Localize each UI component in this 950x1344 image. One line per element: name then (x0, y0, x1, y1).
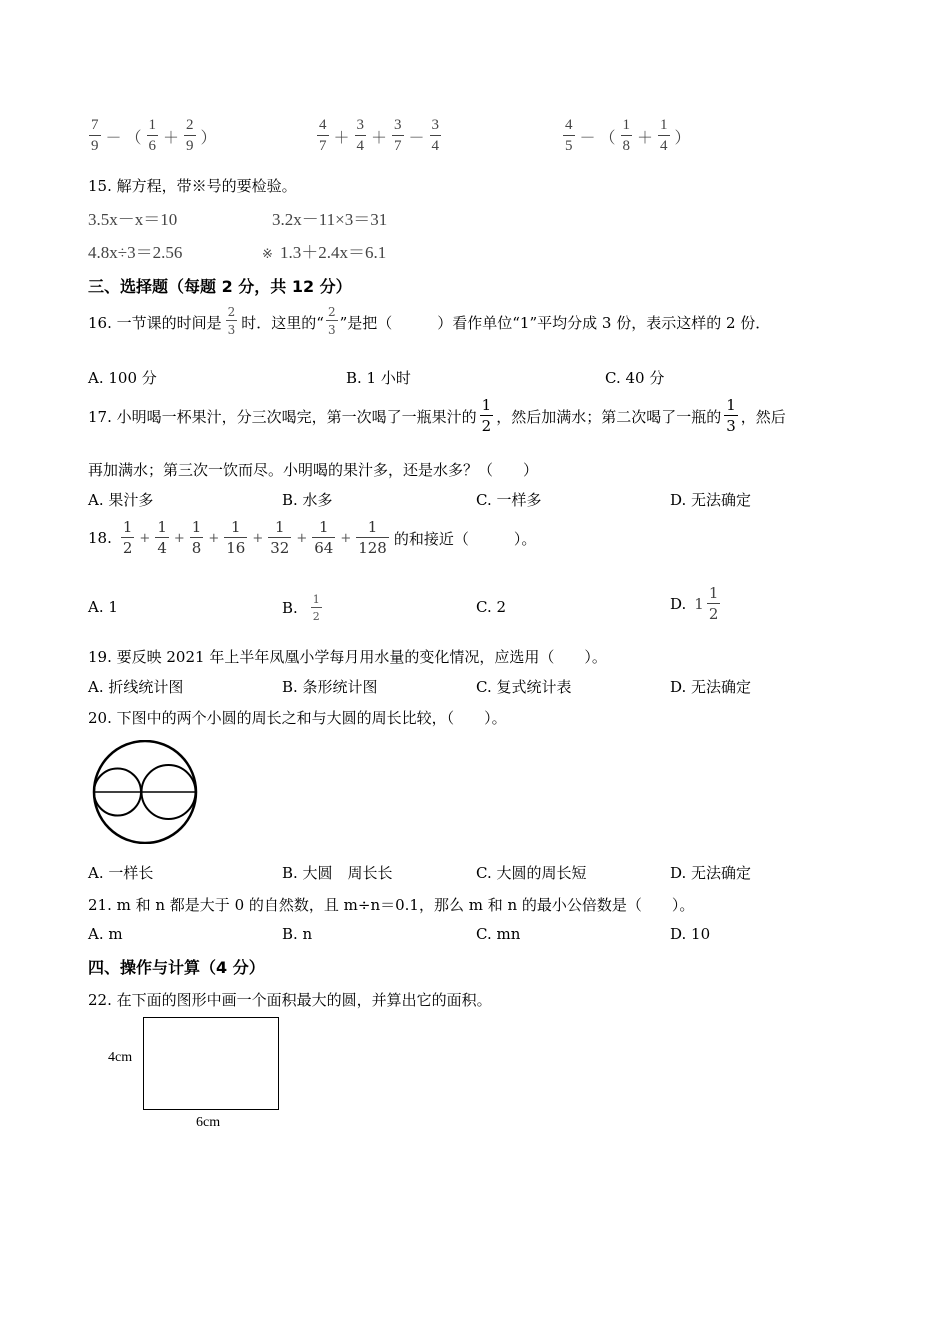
q16-option-c: C. 40 分 (605, 369, 665, 387)
q17-fraction-1: $\frac{1}{2}$ (481, 396, 492, 435)
q17-question-line-2: 再加满水；第三次一饮而尽。小明喝的果汁多，还是水多？（ ） (88, 461, 539, 479)
q17-fraction-2: $\frac{1}{3}$ (726, 396, 736, 435)
q19-question: 19. 要反映 2021 年上半年凤凰小学每月用水量的变化情况，应选用（ ）。 (88, 648, 607, 666)
q15-equation-1: 3.5x－x＝10 (88, 210, 178, 229)
q16-fraction-1: $\frac{2}{3}$ (227, 305, 236, 337)
q15-equation-2: 3.2x－11×3＝31 (272, 210, 388, 229)
section-4-title: 四、操作与计算（4 分） (88, 958, 265, 977)
q17-option-b: B. 水多 (282, 491, 333, 509)
q20-option-b: B. 大圆 周长长 (282, 864, 393, 882)
q20-option-c: C. 大圆的周长短 (476, 864, 587, 882)
q14-expression-3: $\frac{4}{5}$ － （ $\frac{1}{8}$ ＋ $\frac{1}{4}$ ） (565, 117, 691, 154)
rectangle-width-label: 6cm (196, 1115, 221, 1130)
q20-question: 20. 下图中的两个小圆的周长之和与大圆的周长比较，（ ）。 (88, 709, 507, 727)
q21-option-d: D. 10 (670, 925, 711, 943)
circles-figure (88, 740, 206, 844)
q21-question: 21. m 和 n 都是大于 0 的自然数，且 m÷n＝0.1，那么 m 和 n 的最小公倍数是（ ）。 (88, 896, 695, 914)
q21-option-b: B. n (282, 925, 313, 943)
q15-equation-4: 1.3＋2.4x＝6.1 (280, 243, 387, 262)
q18-option-b: B. $\frac{1}{2}$ (282, 593, 320, 623)
q15-text: 15. 解方程，带※号的要检验。 (88, 177, 297, 195)
q16-fraction-2: $\frac{2}{3}$ (327, 305, 336, 337)
rectangle-figure (143, 1017, 279, 1110)
q19-option-d: D. 无法确定 (670, 678, 752, 696)
q17-option-c: C. 一样多 (476, 491, 542, 509)
q20-option-a: A. 一样长 (88, 864, 154, 882)
q18-option-c: C. 2 (476, 598, 507, 616)
q19-option-a: A. 折线统计图 (88, 678, 184, 696)
q16-option-a: A. 100 分 (88, 369, 157, 387)
q21-option-a: A. m (88, 925, 123, 943)
q19-option-b: B. 条形统计图 (282, 678, 378, 696)
q17-question-line-1: 17. 小明喝一杯果汁，分三次喝完，第一次喝了一瓶果汁的 $\frac{1}{2}$ ，然后加满水；第二次喝了一瓶的 $\frac{1}{3}$ ，然后 (88, 396, 786, 435)
q17-option-d: D. 无法确定 (670, 491, 752, 509)
q16-question: 16. 一节课的时间是 $\frac{2}{3}$ 时．这里的“ $\frac{2}{3}$ ”是把（ ）看作单位“1”平均分成 3 份，表示这样的 2 份． (88, 305, 771, 337)
q14-expression-1: $\frac{7}{9}$ － （ $\frac{1}{6}$ ＋ $\frac{2}{9}$ ） (91, 117, 217, 154)
q15-equation-3: 4.8x÷3＝2.56 (88, 243, 183, 262)
q21-option-c: C. mn (476, 925, 521, 943)
q22-question: 22. 在下面的图形中画一个面积最大的圆，并算出它的面积。 (88, 991, 492, 1009)
q18-question: 18. $\frac{1}{2}$ + $\frac{1}{4}$ + $\frac{1}{8}$ + $\frac{1}{16}$ + $\frac{1}{32}$ + $\frac{1}{64}$ + $\frac{1}{128}$ 的和接近（ ）。 (88, 518, 537, 557)
rectangle-height-label: 4cm (108, 1050, 133, 1065)
q18-option-d: D. 1 $\frac{1}{2}$ (670, 584, 719, 623)
q17-option-a: A. 果汁多 (88, 491, 154, 509)
q19-option-c: C. 复式统计表 (476, 678, 572, 696)
q16-option-b: B. 1 小时 (346, 369, 411, 387)
q14-expression-2: $\frac{4}{7}$ ＋ $\frac{3}{4}$ ＋ $\frac{3}{7}$ － $\frac{3}{4}$ (319, 117, 440, 154)
q20-option-d: D. 无法确定 (670, 864, 752, 882)
check-mark-icon: ※ (262, 246, 273, 261)
section-3-title: 三、选择题（每题 2 分，共 12 分） (88, 277, 352, 296)
q18-option-a: A. 1 (88, 598, 118, 616)
